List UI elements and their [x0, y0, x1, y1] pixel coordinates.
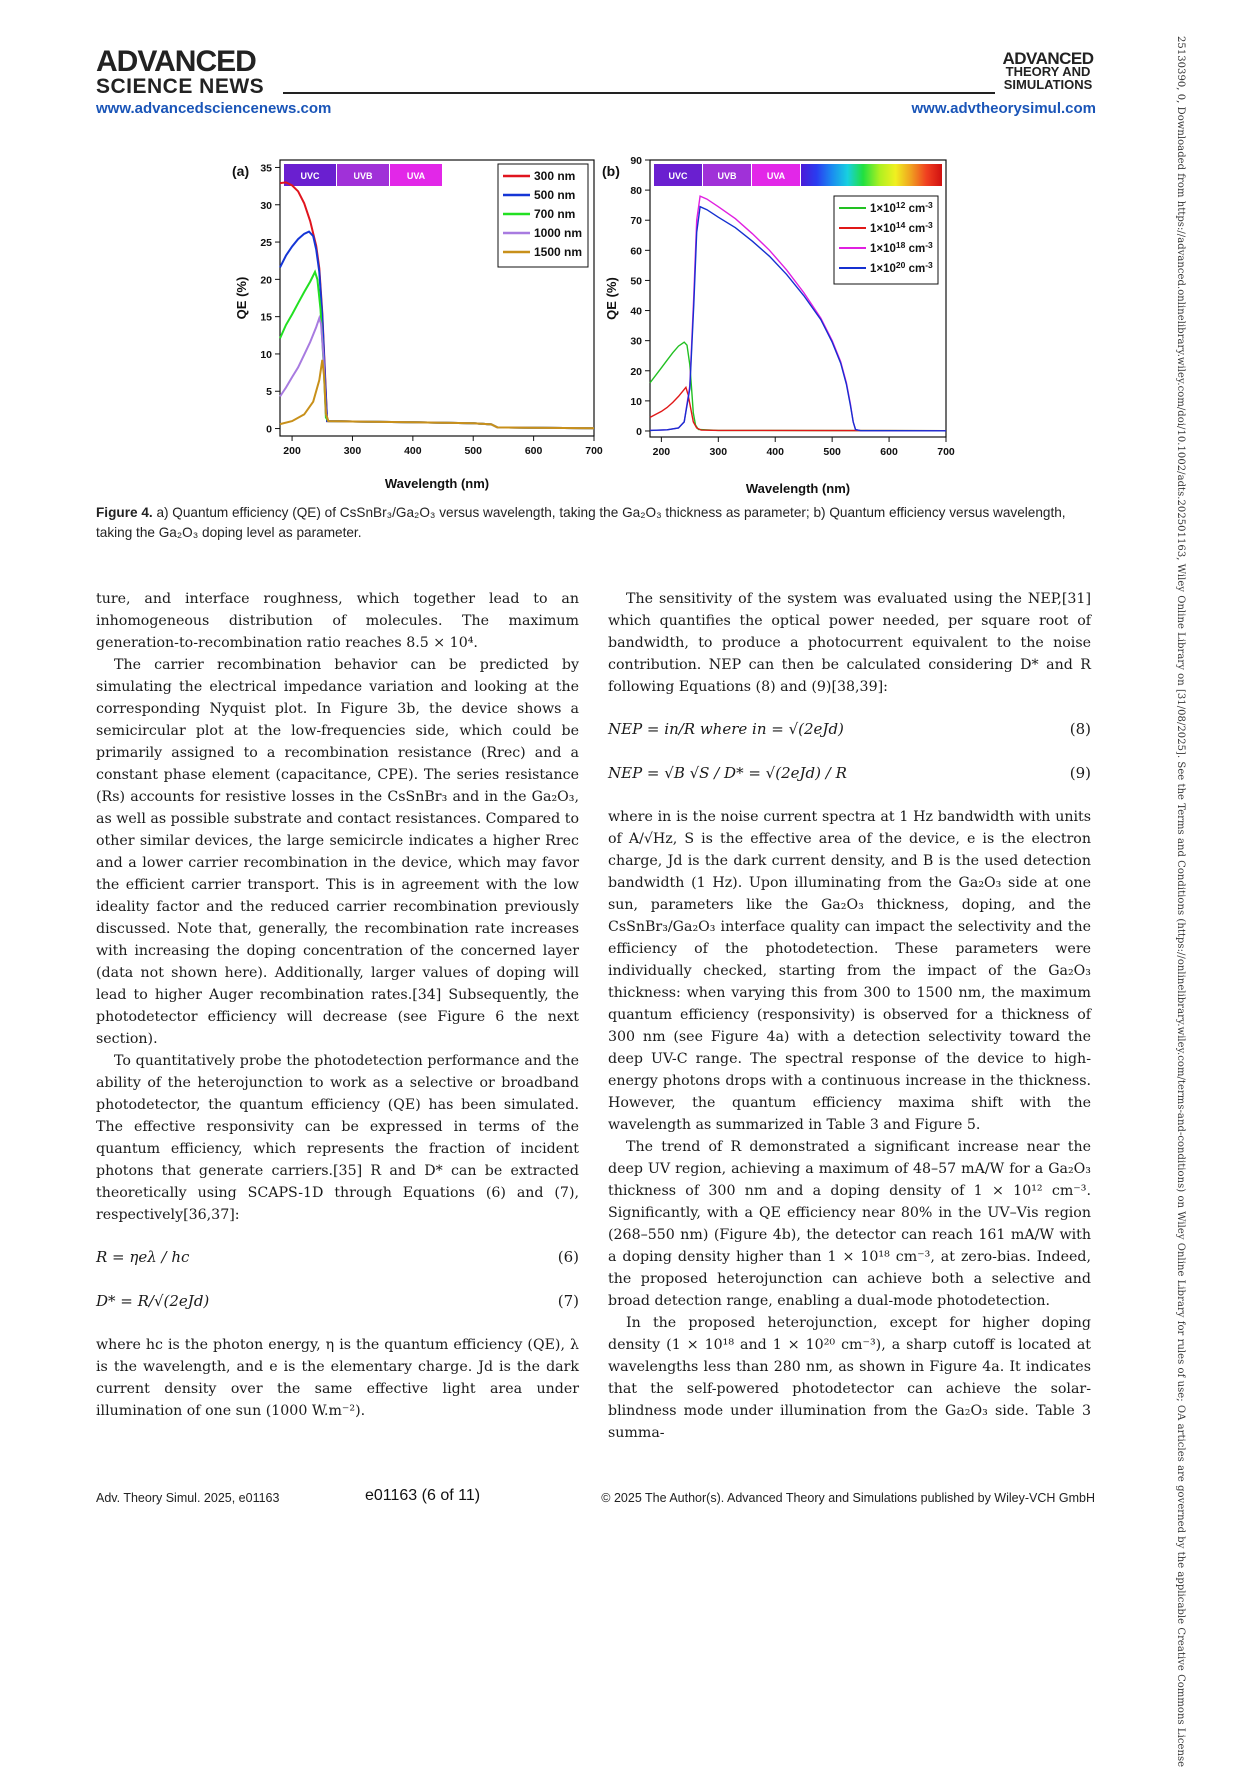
equation-8	[608, 718, 1091, 740]
x-tick-label: 400	[766, 446, 784, 458]
legend-exp: 18	[895, 240, 906, 250]
x-tick-label: 200	[283, 445, 301, 457]
y-tick-label: 20	[630, 365, 642, 378]
y-tick-label: 0	[266, 423, 272, 436]
paragraph: In the proposed heterojunction, except for higher doping density (1 × 10¹⁸ and 1 × 10²⁰ cm⁻³), a sharp cutoff is located at wavelengths less than 280 nm, as shown in Figure 4a. It indicates that the self-powered photodetector can achieve the solar-blindness mode under illumination from the Ga₂O₃ side. Table 3 summa-	[608, 1315, 1091, 1441]
journal-logo-left	[96, 45, 278, 98]
x-tick-label: 500	[464, 445, 482, 457]
paragraph: The carrier recombination behavior can be predicted by simulating the electrical impedance variation and looking at the corresponding Nyquist plot. In Figure 3b, the device shows a semicircular plot at the low-frequencies side, which could be primarily assigned to a recombination resistance (Rrec) and a constant phase element (capacitance, CPE). The series resistance (Rs) accounts for resistive losses in the CsSnBr₃ and in the Ga₂O₃, as well as possible substrate and contact resistances. Compared to other similar devices, the large semicircle indicates a higher Rrec and a lower carrier recombination in the device, which may favor the efficient carrier transport. This is in agreement with the low ideality factor and the reduced carrier recombination previously discussed. Note that, generally, the recombination rate increases with increasing the doping concentration of the concerned layer (data not shown here). Additionally, larger values of doping will lead to higher Auger recombination rates.[34] Subsequently, the photodetector efficiency will decrease (see Figure 6 the next section).	[96, 657, 579, 1047]
y-tick-label: 60	[630, 245, 642, 258]
x-tick-label: 200	[652, 446, 671, 458]
x-tick-label: 300	[709, 446, 728, 458]
legend-base: 1×10	[870, 243, 896, 255]
paragraph: The sensitivity of the system was evaluated using the NEP,[31] which quantifies the optical power needed, per square root of bandwidth, to produce a photocurrent equivalent to the noise contribution. NEP can then be calculated considering D* and R following Equations (8) and (9)[38,39]:	[608, 591, 1091, 695]
legend-label: 500 nm	[534, 188, 576, 202]
footer-copyright: © 2025 The Author(s). Advanced Theory and Simulations published by Wiley-VCH GmbH	[601, 1491, 1095, 1505]
y-tick-label: 90	[630, 155, 642, 167]
caption-text: a) Quantum efficiency (QE) of CsSnBr₃/Ga₂O₃ versus wavelength, taking the Ga₂O₃ thickness as parameter; b) Quantum efficiency versus wavelength, taking the Ga₂O₃ doping level as parameter.	[96, 505, 1066, 540]
band-label: UVB	[353, 171, 373, 181]
footer-journal: Adv. Theory Simul. 2025, e01163	[96, 1491, 280, 1505]
logo-left-line1: ADVANCED	[96, 45, 256, 78]
logo-right-line1: ADVANCED	[1002, 49, 1094, 68]
equation-9	[608, 762, 1091, 784]
side-note-text: 25130390, 0, Downloaded from https://advanced.onlinelibrary.wiley.com/doi/10.1002/adts.202501163, Wiley Online Library on [31/08/2025]. See the Terms and Conditions (https://onlinelibrary.wiley.com/terms-and-conditions) on Wiley Online Library for rules of use; OA articles are governed by the applicable Creative Commons License	[1175, 36, 1186, 1767]
legend-base: 1×10	[870, 223, 896, 235]
legend-unit-exp: -3	[925, 200, 933, 210]
y-tick-label: 20	[260, 274, 272, 287]
paragraph: The trend of R demonstrated a significant increase near the deep UV region, achieving a maximum of 48–57 mA/W for a Ga₂O₃ thickness of 300 nm and a doping density of 1 × 10¹² cm⁻³. Significantly, with a QE efficiency near 80% in the UV–Vis region (268–550 nm) (Figure 4b), the detector can reach 161 mA/W with a doping density higher than 1 × 10¹⁸ cm⁻³, at zero-bias. Indeed, the proposed heterojunction can achieve both a selective and broad detection range, enabling a dual-mode photodetection.	[608, 1139, 1091, 1309]
journal-logo-right	[1000, 49, 1096, 92]
band-label: UVC	[300, 171, 320, 181]
equation-body: D* = R/√(2eJd)	[96, 1292, 210, 1310]
legend-unit: cm	[905, 243, 926, 255]
legend-exp: 20	[895, 260, 906, 270]
equation-number: (8)	[1069, 720, 1091, 738]
legend-unit: cm	[905, 223, 926, 235]
text-column-left	[96, 588, 579, 1422]
legend-base: 1×10	[870, 203, 896, 215]
band-label: UVC	[668, 171, 688, 181]
legend-exp: 12	[895, 200, 906, 210]
y-axis-label: QE (%)	[604, 277, 619, 320]
logo-left-line2: SCIENCE NEWS	[96, 75, 265, 98]
y-tick-label: 50	[630, 275, 642, 288]
legend-label: 1000 nm	[534, 226, 583, 240]
paragraph: ture, and interface roughness, which together lead to an inhomogeneous distribution of molecules. The maximum generation-to-recombination ratio reaches 8.5 × 10⁴.	[96, 591, 579, 651]
paragraph: where in is the noise current spectra at 1 Hz bandwidth with units of A/√Hz, S is the effective area of the device, e is the electron charge, Jd is the dark current density, and B is the used detection bandwidth (1 Hz). Upon illuminating from the Ga₂O₃ side at one sun, parameters like the Ga₂O₃ thickness, doping, and the CsSnBr₃/Ga₂O₃ interface quality can impact the selectivity and the efficiency of the photodetection. These parameters were individually checked, starting from the impact of the Ga₂O₃ thickness: when varying this from 300 to 1500 nm, the maximum quantum efficiency (responsivity) is observed for a thickness of 300 nm (see Figure 4a) with a detection selectivity toward the deep UV-C range. The spectral response of the device to high-energy photons drops with a continuous increase in the thickness. However, the quantum efficiency maxima shift with the wavelength as summarized in Table 3 and Figure 5.	[608, 809, 1091, 1133]
series-line	[650, 342, 946, 431]
logo-right-line2: THEORY AND	[1005, 64, 1091, 79]
equation-number: (9)	[1069, 764, 1091, 782]
y-tick-label: 10	[260, 348, 272, 361]
legend-unit-exp: -3	[925, 240, 933, 250]
legend-label: 700 nm	[534, 207, 576, 221]
x-axis-label: Wavelength (nm)	[745, 481, 851, 496]
band-label: UVA	[406, 171, 426, 181]
equation-number: (7)	[557, 1292, 579, 1310]
y-tick-label: 0	[636, 425, 642, 438]
series-line	[280, 360, 594, 428]
x-tick-label: 700	[585, 445, 603, 457]
x-tick-label: 300	[343, 445, 362, 457]
y-tick-label: 15	[260, 311, 272, 324]
y-tick-label: 25	[260, 237, 272, 250]
legend-unit: cm	[905, 203, 926, 215]
legend-label: 300 nm	[534, 169, 576, 183]
equation-6	[96, 1246, 579, 1268]
x-tick-label: 600	[524, 445, 543, 457]
y-tick-label: 30	[260, 199, 272, 212]
x-tick-label: 600	[880, 446, 898, 458]
legend-label: 1500 nm	[534, 245, 583, 259]
equation-body: NEP = √B √S / D* = √(2eJd) / R	[608, 764, 847, 782]
paragraph: To quantitatively probe the photodetection performance and the ability of the heterojunction to work as a selective or broadband photodetector, the quantum efficiency (QE) has been simulated. The effective responsivity can be expressed in terms of the quantum efficiency, which represents the fraction of incident photons that generate carriers.[35] R and D* can be extracted theoretically using SCAPS-1D through Equations (6) and (7), respectively[36,37]:	[96, 1053, 579, 1223]
series-line	[650, 387, 946, 430]
logo-right-line3: SIMULATIONS	[1003, 77, 1093, 92]
paragraph: where hc is the photon energy, η is the quantum efficiency (QE), λ is the wavelength, and e is the elementary charge. Jd is the dark current density over the same effective light area under illumination of one sun (1000 W.m⁻²).	[96, 1337, 579, 1419]
y-tick-label: 10	[630, 395, 642, 408]
chart-svg	[598, 152, 954, 497]
y-tick-label: 80	[630, 185, 642, 198]
band-label: UVB	[717, 171, 737, 181]
y-tick-label: 5	[266, 386, 272, 399]
legend-unit-exp: -3	[925, 220, 933, 230]
side-download-note	[1170, 36, 1190, 1767]
header-url-left[interactable]: www.advancedsciencenews.com	[96, 100, 332, 117]
y-tick-label: 35	[260, 162, 272, 175]
legend-exp: 14	[895, 220, 906, 230]
header-rule	[283, 92, 995, 94]
figure-4b-chart	[598, 152, 954, 501]
y-axis-label: QE (%)	[234, 276, 249, 320]
header-url-right[interactable]: www.advtheorysimul.com	[911, 100, 1096, 117]
equation-body: R = ηeλ / hc	[96, 1248, 190, 1266]
x-tick-label: 400	[404, 445, 422, 457]
chart-svg	[228, 152, 603, 492]
legend-unit: cm	[905, 263, 926, 275]
band-label: UVA	[766, 171, 786, 181]
text-column-right	[608, 588, 1091, 1444]
equation-number: (6)	[557, 1248, 579, 1266]
y-tick-label: 30	[630, 335, 642, 348]
x-tick-label: 500	[823, 446, 841, 458]
equation-body: NEP = in/R where in = √(2eJd)	[608, 720, 844, 738]
spectrum-bar	[801, 164, 942, 186]
x-axis-label: Wavelength (nm)	[384, 476, 490, 491]
footer-page-number: e01163 (6 of 11)	[365, 1487, 481, 1504]
figure-4a-chart	[228, 152, 603, 496]
legend-unit-exp: -3	[925, 260, 933, 270]
x-tick-label: 700	[937, 446, 955, 458]
equation-7	[96, 1290, 579, 1312]
legend-base: 1×10	[870, 263, 896, 275]
caption-label: Figure 4.	[96, 505, 153, 520]
y-tick-label: 40	[630, 305, 642, 318]
panel-label: (a)	[232, 163, 250, 179]
y-tick-label: 70	[630, 215, 642, 228]
figure-caption	[96, 503, 1096, 543]
panel-label: (b)	[602, 163, 620, 179]
